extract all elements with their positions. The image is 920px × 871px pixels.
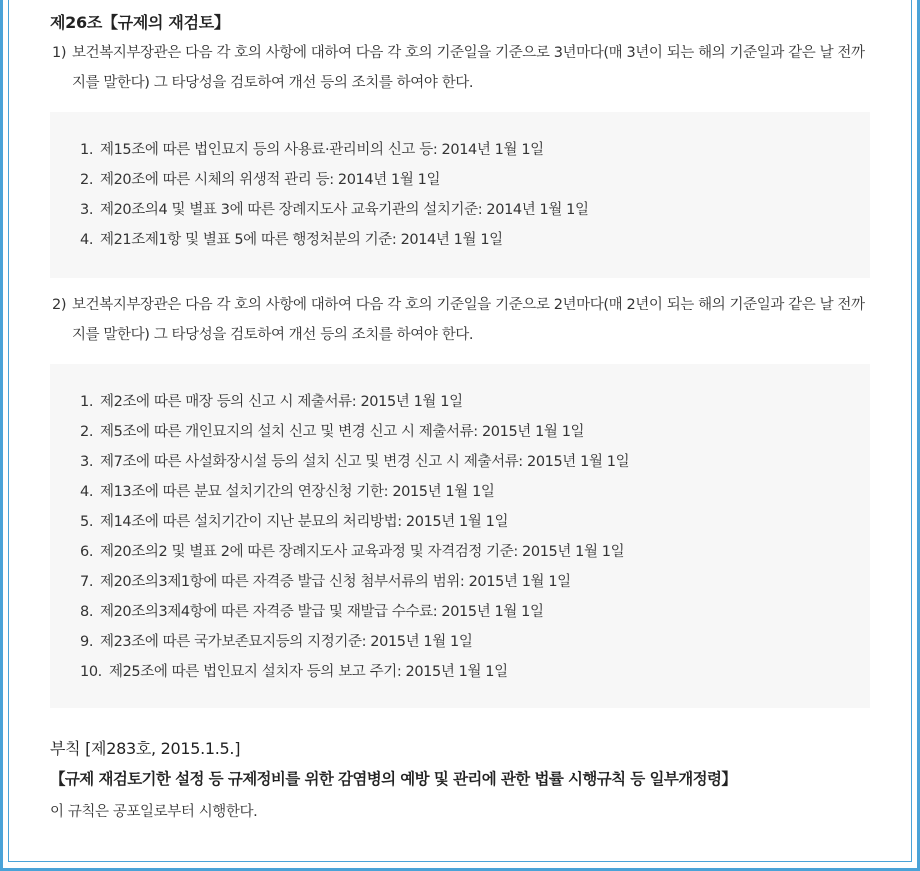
- addendum-title: 부칙 [제283호, 2015.1.5.]: [50, 739, 241, 758]
- list-item: [50, 195, 870, 225]
- item-text: 제25조에 따른 법인묘지 설치자 등의 보고 주기: 2015년 1월 1일: [109, 664, 508, 680]
- list-item: [50, 135, 870, 165]
- list-item: [50, 567, 870, 597]
- addendum-subtitle: 【규제 재검토기한 설정 등 규제정비를 위한 감염병의 예방 및 관리에 관한 법률 시행규칙 등 일부개정령】: [50, 770, 737, 788]
- clause-number: 1): [52, 45, 67, 61]
- clause-text: 보건복지부장관은 다음 각 호의 사항에 대하여 다음 각 호의 기준일을 기준으로 3년마다(매 3년이 되는 해의 기준일과 같은 날 전까지를 말한다) 그 타당성을 검토하여 개선 등의 조치를 하여야 한다.: [72, 45, 865, 91]
- clause-text: 보건복지부장관은 다음 각 호의 사항에 대하여 다음 각 호의 기준일을 기준으로 2년마다(매 2년이 되는 해의 기준일과 같은 날 전까지를 말한다) 그 타당성을 검토하여 개선 등의 조치를 하여야 한다.: [72, 297, 865, 343]
- clause-1-items: [50, 112, 870, 255]
- item-text: 제20조의2 및 별표 2에 따른 장례지도사 교육과정 및 자격검정 기준: 2015년 1월 1일: [100, 544, 625, 560]
- clause-2: [52, 290, 872, 350]
- clause-1-items-box: [50, 112, 870, 278]
- item-number: 1.: [80, 394, 94, 410]
- clause-number: 2): [52, 297, 67, 313]
- clause-2-items: [50, 364, 870, 687]
- item-text: 제5조에 따른 개인묘지의 설치 신고 및 변경 신고 시 제출서류: 2015년 1월 1일: [100, 424, 585, 440]
- item-number: 8.: [80, 604, 94, 620]
- item-number: 6.: [80, 544, 94, 560]
- list-item: [50, 225, 870, 255]
- item-number: 3.: [80, 454, 94, 470]
- item-text: 제23조에 따른 국가보존묘지등의 지정기준: 2015년 1월 1일: [100, 634, 473, 650]
- item-number: 2.: [80, 172, 94, 188]
- item-text: 제21조제1항 및 별표 5에 따른 행정처분의 기준: 2014년 1월 1일: [100, 232, 503, 248]
- list-item: [50, 477, 870, 507]
- list-item: [50, 627, 870, 657]
- item-text: 제20조에 따른 시체의 위생적 관리 등: 2014년 1월 1일: [100, 172, 441, 188]
- item-number: 10.: [80, 664, 102, 680]
- item-number: 9.: [80, 634, 94, 650]
- item-text: 제13조에 따른 분묘 설치기간의 연장신청 기한: 2015년 1월 1일: [100, 484, 495, 500]
- item-number: 2.: [80, 424, 94, 440]
- item-text: 제7조에 따른 사설화장시설 등의 설치 신고 및 변경 신고 시 제출서류: 2015년 1월 1일: [100, 454, 630, 470]
- list-item: [50, 165, 870, 195]
- list-item: [50, 507, 870, 537]
- list-item: [50, 447, 870, 477]
- item-text: 제14조에 따른 설치기간이 지난 분묘의 처리방법: 2015년 1월 1일: [100, 514, 509, 530]
- list-item: [50, 387, 870, 417]
- item-text: 제20조의4 및 별표 3에 따른 장례지도사 교육기관의 설치기준: 2014년 1월 1일: [100, 202, 589, 218]
- list-item: [50, 657, 870, 687]
- clause-1: [52, 38, 872, 98]
- clause-2-items-box: [50, 364, 870, 708]
- item-number: 1.: [80, 142, 94, 158]
- item-text: 제20조의3제4항에 따른 자격증 발급 및 재발급 수수료: 2015년 1월 1일: [100, 604, 544, 620]
- item-text: 제20조의3제1항에 따른 자격증 발급 신청 첨부서류의 범위: 2015년 1월 1일: [100, 574, 571, 590]
- addendum-body: 이 규칙은 공포일로부터 시행한다.: [50, 804, 258, 820]
- item-number: 4.: [80, 232, 94, 248]
- item-number: 5.: [80, 514, 94, 530]
- item-number: 3.: [80, 202, 94, 218]
- item-number: 4.: [80, 484, 94, 500]
- item-number: 7.: [80, 574, 94, 590]
- list-item: [50, 597, 870, 627]
- list-item: [50, 537, 870, 567]
- list-item: [50, 417, 870, 447]
- item-text: 제2조에 따른 매장 등의 신고 시 제출서류: 2015년 1월 1일: [100, 394, 463, 410]
- item-text: 제15조에 따른 법인묘지 등의 사용료·관리비의 신고 등: 2014년 1월 1일: [100, 142, 544, 158]
- article-title: 제26조【규제의 재검토】: [50, 13, 230, 32]
